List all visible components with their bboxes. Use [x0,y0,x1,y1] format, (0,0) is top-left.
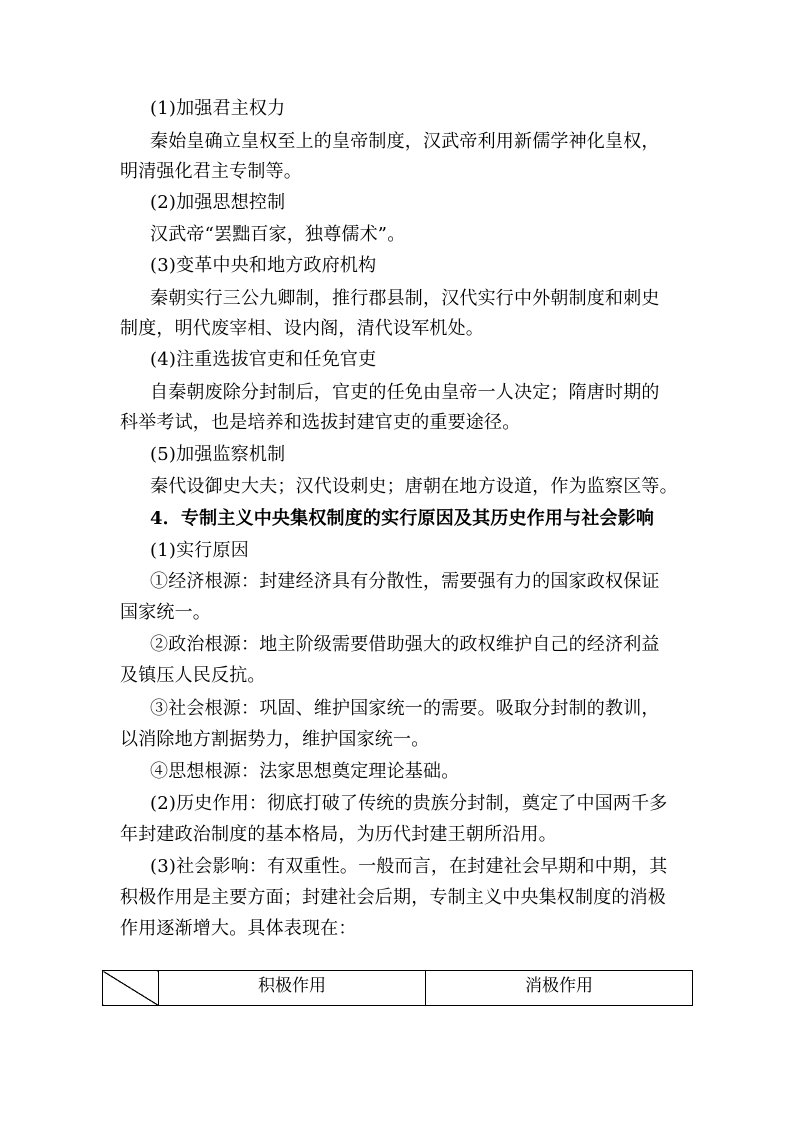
paragraph-line: 以消除地方割据势力，维护国家统一。 [120,729,430,750]
paragraph-line: 年封建政治制度的基本格局，为历代封建王朝所沿用。 [120,824,557,845]
paragraph-line: (3)社会影响：有双重性。一般而言，在封建社会早期和中期，其 [150,856,668,877]
table-header-positive: 积极作用 [159,971,426,1006]
paragraph-line: 科举考试，也是培养和选拔封建官吏的重要途径。 [120,412,521,433]
paragraph-line: 秦朝实行三公九卿制，推行郡县制，汉代实行中外朝制度和刺史 [150,288,660,309]
heading-strengthen-thought-control: (2)加强思想控制 [150,192,286,213]
paragraph-line: (2)历史作用：彻底打破了传统的贵族分封制，奠定了中国两千多 [150,793,668,814]
paragraph-line: ③社会根源：巩固、维护国家统一的需要。吸取分封制的教训， [150,698,660,719]
paragraph-line: 制度，明代废宰相、设内阁，清代设军机处。 [120,318,484,339]
section-heading-4: 4．专制主义中央集权制度的实行原因及其历史作用与社会影响 [150,508,655,529]
paragraph-line: 秦始皇确立皇权至上的皇帝制度，汉武帝利用新儒学神化皇权， [150,131,660,152]
paragraph-line: 汉武帝“罢黜百家，独尊儒术”。 [150,224,406,245]
paragraph-line: ④思想根源：法家思想奠定理论基础。 [150,761,460,782]
heading-select-officials: (4)注重选拔官吏和任免官吏 [150,349,377,370]
paragraph-line: 自秦朝废除分封制后，官吏的任免由皇帝一人决定；隋唐时期的 [150,382,660,403]
paragraph-line: 及镇压人民反抗。 [120,665,266,686]
paragraph-line: 作用逐渐增大。具体表现在： [120,918,357,939]
paragraph-line: 积极作用是主要方面；封建社会后期，专制主义中央集权制度的消极 [120,887,666,908]
paragraph-line: ①经济根源：封建经济具有分散性，需要强有力的国家政权保证 [150,571,660,592]
heading-supervision: (5)加强监察机制 [150,444,286,465]
heading-strengthen-monarch-power: (1)加强君主权力 [150,98,286,119]
table-header-row [103,971,693,1006]
heading-reasons: (1)实行原因 [150,540,249,561]
diagonal-corner-cell [103,971,159,1006]
comparison-table [102,970,693,1006]
paragraph-line: ②政治根源：地主阶级需要借助强大的政权维护自己的经济利益 [150,634,660,655]
paragraph-line: 国家统一。 [120,602,211,623]
paragraph-line: 明清强化君主专制等。 [120,161,302,182]
heading-reform-government: (3)变革中央和地方政府机构 [150,255,377,276]
paragraph-line: 秦代设御史大夫；汉代设刺史；唐朝在地方设道，作为监察区等。 [150,476,678,497]
table-header-negative: 消极作用 [426,971,693,1006]
